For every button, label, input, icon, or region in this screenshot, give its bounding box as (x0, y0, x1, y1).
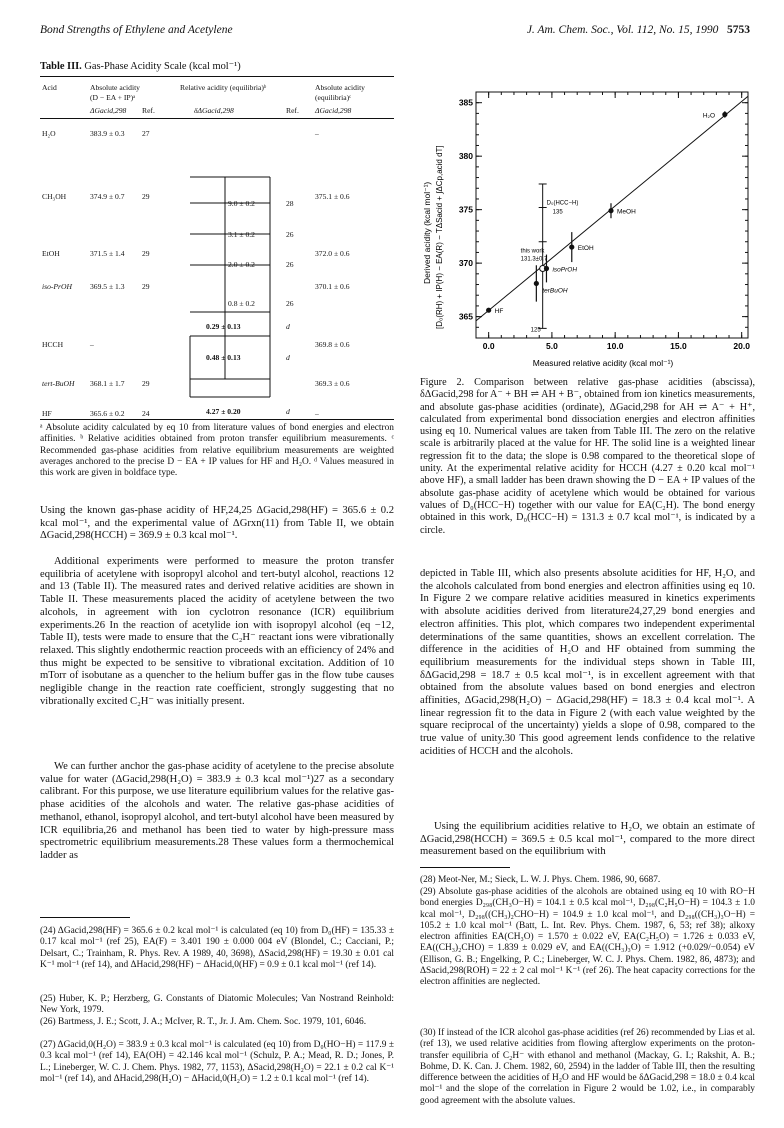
annotation-125: 125 (530, 327, 541, 334)
table-cell-acid: EtOH (42, 249, 60, 258)
table-cell-abs2: 370.1 ± 0.6 (315, 282, 350, 291)
table-cell-abs2: 369.8 ± 0.6 (315, 340, 350, 349)
left-paragraph-2: Additional experiments were performed to measure the proton transfer equilibria of acetylene with isopropyl alcohol and tert-butyl alcohol, reactions 12 and 13 (Table II). The measured rates and derived relative acidities are shown in Table II. These measurements placed the acidity of acetylene between the two alcohols, in agreement with ion cyclotron resonance (ICR) equilibrium experiments.26 In the reaction of acetylide ion with isopropyl alcohol (eq −12, Table II), tests were made to ensure that the C₂H⁻ reactant ions were vibrationally relaxed. This slightly endothermic reaction proceeds with an efficiency of 24% and thus might be expected to be sensitive to vibrational excitation. Addition of 10 mTorr of isobutane as a quencher to the helium buffer gas in the flow tube causes negligible change in the reaction rate coefficient, strongly suggesting that no vibrationally excited C₂H⁻ was initially present. (40, 556, 394, 707)
figure-caption: Figure 2. Comparison between relative gas-phase acidities (abscissa), δΔGacid,298 for A⁻ + BH ⇌ AH + B⁻, obtained from ion kinetics measurements, and absolute gas-phase acidities (ordinate), ΔGacid,298 for AH ⇌ A⁻ + H⁺, calculated from experimental bond dissociation energies and electron affinities using eq 10. Numerical values are taken from Table III. The zero on the relative scale is arbitrarily placed at the value for HF. The solid line is a weighted linear regression fit to the data; the slope is 0.98 compared to the theoretical slope of unity. At the experimental relative acidity for HCCH (4.27 ± 0.20 kcal mol⁻¹ above HF), a small ladder has been drawn showing the D − EA + IP values of the absolute gas-phase acidity of acetylene which would be obtained for various values of D₀(HCC−H) together with our value for EA(C₂H). The bond energy obtained in this work, D₀(HCC−H) = 131.3 ± 0.7 kcal mol⁻¹, is indicated by a circle. (420, 377, 755, 536)
footnote-30: (30) If instead of the ICR alcohol gas-phase acidities (ref 26) recommended by Lias et al. (ref 13), we used relative acidities from flowing afterglow experiments on the proton-transfer equilibria of C₂H⁻ with ethanol and methanol (Mackay, G. I.; Rakshit, A. B.; Bohme, D. K. Can. J. Chem. 1982, 60, 2594) in the ladder of Table III, then the resulting difference between the acidities of H₂O and HF would be δΔGacid,298 = 18.0 ± 0.4 kcal mol⁻¹ and the slope of the correlation in Figure 2 would be 1.02, i.e., in comparably good agreement with the absolute values. (420, 1028, 755, 1106)
right-paragraph-2: Using the equilibrium acidities relative to H₂O, we obtain an estimate of ΔGacid,298(HCCH) = 369.5 ± 0.5 kcal mol⁻¹, compared to the more direct measurement based on the equilibrium with (420, 821, 755, 858)
y-tick-label: 380 (458, 151, 473, 162)
x-tick-label: 5.0 (545, 341, 558, 351)
right-paragraph-1: depicted in Table III, which also presents absolute acidities for HF, H₂O, and the alcohols calculated from bond energies and electron affinities using eq 10. In Figure 2 we compare relative acidities measured in kinetics experiments with absolute acidities derived from literature24,27,29 bond energies and electron affinities. This plot, which compares two independent experimental determinations of the same quantities, shows an excellent correlation. The difference in the acidities of H₂O and HF obtained from summing the equilibrium measurements for the individual steps shown in Table III, δΔGacid,298 = 18.7 ± 0.5 kcal mol⁻¹, is in excellent agreement with that obtained from the absolute values based on bond energies and electron affinities, ΔGacid,298(H₂O) − ΔGacid,298(HF) = 18.3 ± 0.4 kcal mol⁻¹. A linear regression fit to the data in Figure 2 (with each value weighted by the square reciprocal of the uncertainty) yields a slope of 0.98, compared to the true value of unity.30 This good agreement lends confidence to the relative acidities of HCCH and the alcohols. (420, 568, 755, 757)
table-cell-ref: 29 (142, 282, 150, 291)
relative-value: 0.8 ± 0.2 (228, 299, 255, 308)
col-ref: Ref. (142, 106, 155, 115)
table-label: Table III. (40, 61, 82, 72)
relative-value: 0.48 ± 0.13 (206, 353, 241, 362)
journal-citation: J. Am. Chem. Soc., Vol. 112, No. 15, 1990 (526, 24, 719, 36)
point-label: terBuOH (542, 287, 568, 295)
table-cell-abs: 369.5 ± 1.3 (90, 282, 125, 291)
y-tick-label: 375 (458, 204, 473, 215)
point-label: MeOH (616, 208, 636, 216)
relative-value: 0.29 ± 0.13 (206, 322, 241, 331)
data-point (534, 281, 539, 286)
footnote-rule-right (420, 867, 510, 868)
col-dg2: ΔGacid,298 (315, 106, 352, 115)
table-cell-abs: 365.6 ± 0.2 (90, 409, 125, 418)
relative-ref: 26 (286, 299, 294, 308)
footnote-rule-left (40, 917, 130, 918)
table-cell-abs2: – (315, 409, 319, 418)
y-tick-label: 385 (458, 97, 473, 108)
annotation-131: 131.3±0.7 (520, 256, 548, 263)
table-cell-acid: H₂O (42, 129, 56, 138)
figure-2 (418, 84, 758, 374)
annotation-135: 135 (552, 209, 563, 216)
relative-ref: 26 (286, 260, 294, 269)
table-cell-abs: – (90, 340, 94, 349)
left-paragraph-3: We can further anchor the gas-phase acidity of acetylene to the precise absolute value for water (ΔGacid,298(H₂O) = 383.9 ± 0.3 kcal mol⁻¹)27 as a secondary calibrant. For this purpose, we use literature equilibrium values for the relative gas-phase acidities of the alcohols and water. The relative gas-phase acidities of methanol, ethanol, isopropyl alcohol, and tert-butyl alcohol have been measured by ICR equilibria,26 and methanol has been tied to water by high-pressure mass spectrometric equilibrium measurements.28 These values form a thermochemical ladder as (40, 761, 394, 861)
footnote-24: (24) ΔGacid,298(HF) = 365.6 ± 0.2 kcal mol⁻¹ is calculated (eq 10) from D₀(HF) = 135.33 ± 0.17 kcal mol⁻¹ (ref 25), EA(F) = 3.401 190 ± 0.000 004 eV (Blondel, C.; Cacciani, P.; Delsart, C.; Trainham, R. Phys. Rev. A 1989, 40, 3698), ΔSacid,298(HF) = 19.30 ± 0.01 cal K⁻¹ mol⁻¹ (ref 14), and ΔHacid,298(HF) − ΔHacid,0(HF) = 0.9 ± 0.1 kcal mol⁻¹ (ref 14). (40, 926, 394, 970)
point-label: HF (494, 308, 504, 316)
running-header-right (527, 24, 750, 36)
col-absolute2-sub: (equilibria)ᶜ (315, 93, 352, 102)
annotation-d0: D₀(HCC−H) (546, 200, 579, 207)
relative-ref: 28 (286, 199, 294, 208)
point-label: H₂O (702, 112, 716, 120)
relative-ref: d (286, 353, 290, 362)
table-cell-abs: 371.5 ± 1.4 (90, 249, 125, 258)
y-tick-label: 370 (458, 258, 473, 269)
col-ref2: Ref. (286, 106, 299, 115)
table-cell-acid: iso-PrOH (42, 282, 72, 291)
footnote-26: (26) Bartmess, J. E.; Scott, J. A.; McIver, R. T., Jr. J. Am. Chem. Soc. 1979, 101, 6046. (40, 1017, 367, 1027)
footnote-28: (28) Meot-Ner, M.; Sieck, L. W. J. Phys. Chem. 1986, 90, 6687. (420, 875, 661, 885)
x-tick-label: 10.0 (606, 341, 624, 351)
col-ddg: δΔGacid,298 (194, 106, 234, 115)
footnote-29: (29) Absolute gas-phase acidities of the alcohols are obtained using eq 10 with RO−H bond energies D₂₉₈(CH₃O−H) = 104.1 ± 0.5 kcal mol⁻¹, D₂₉₈(C₂H₅O−H) = 104.3 ± 1.0 kcal mol⁻¹, D₂₉₈((CH₃)₂CHO−H) = 104.9 ± 1.0 kcal mol⁻¹, and D₂₉₈((CH₃)₃O−H) = 105.2 ± 1.0 kcal mol⁻¹ (Batt, L. Int. Rev. Phys. Chem. 1987, 6, 53; ref 38); alkoxy electron affinities EA(CH₃O) = 1.570 ± 0.022 eV, EA(C₂H₅O) = 1.726 ± 0.033 eV, EA((CH₃)₂CHO) = 1.839 ± 0.029 eV, and EA((CH₃)₃O) = 1.912 (+0.029/−0.054) eV (Ellison, G. B.; Engelking, P. C.; Lineberger, W. C. J. Phys. Chem. 1982, 86, 4873); and ΔSacid,298(ROH) = 22 ± 2 cal mol⁻¹ K⁻¹ (ref 26). The heat capacity corrections for the electron affinities are neglected. (420, 887, 755, 988)
page-number: 5753 (727, 24, 750, 36)
plot-frame (476, 92, 748, 338)
col-acid: Acid (42, 83, 57, 92)
data-point (722, 112, 727, 117)
x-tick-label: 20.0 (733, 341, 750, 351)
relative-value: 9.0 ± 0.2 (228, 199, 255, 208)
y-tick-label: 365 (458, 311, 473, 322)
table-caption: Gas-Phase Acidity Scale (kcal mol⁻¹) (84, 61, 241, 72)
relative-ref: 26 (286, 230, 294, 239)
table-cell-ref: 29 (142, 192, 150, 201)
footnote-27: (27) ΔGacid,0(H₂O) = 383.9 ± 0.3 kcal mol⁻¹ is calculated (eq 10) from D₀(HO−H) = 117.9 ± 0.3 kcal mol⁻¹ (ref 14), EA(OH) = 42.146 kcal mol⁻¹ (Schulz, P. A.; Mead, R. D.; Jones, P. L.; Lineberger, W. C. J. Chem. Phys. 1982, 77, 1153), ΔSacid,298(H₂O) = 22.1 ± 0.2 cal K⁻¹ mol⁻¹ (ref 14), and ΔHacid,298(H₂O) − ΔHacid,0(H₂O) = 1.2 ± 0.1 kcal mol⁻¹ (ref 14). (40, 1040, 394, 1084)
x-tick-label: 0.0 (482, 341, 495, 351)
x-axis-label: Measured relative acidity (kcal mol⁻¹) (532, 358, 674, 368)
y-axis-label-2: [D₀(RH) + IP(H) − EA(R) − TΔSacid + ∫ΔCp,acid dT] (435, 145, 444, 329)
running-header-left: Bond Strengths of Ethylene and Acetylene (40, 24, 233, 36)
col-absolute-sub: (D − EA + IP)ᵃ (90, 93, 136, 102)
table-title (40, 60, 394, 72)
point-label: isoPrOH (552, 266, 578, 274)
left-paragraph-1: Using the known gas-phase acidity of HF,24,25 ΔGacid,298(HF) = 365.6 ± 0.2 kcal mol⁻¹, and the experimental value of ΔGrxn(11) from Table II, we obtain ΔGacid,298(HCCH) = 369.9 ± 0.3 kcal mol⁻¹. (40, 505, 394, 542)
data-point (486, 308, 491, 313)
table-cell-acid: tert-BuOH (42, 379, 75, 388)
annotation-this-work: this work (520, 248, 545, 255)
data-point (569, 244, 574, 249)
table-cell-acid: HCCH (42, 340, 64, 349)
col-relative: Relative acidity (equilibria)ᵇ (180, 83, 267, 92)
table-cell-ref: 24 (142, 409, 150, 418)
acidity-table (40, 76, 394, 420)
table-cell-abs: 368.1 ± 1.7 (90, 379, 125, 388)
table-cell-abs2: 372.0 ± 0.6 (315, 249, 350, 258)
table-cell-acid: CH₃OH (42, 192, 67, 201)
table-cell-abs2: 369.3 ± 0.6 (315, 379, 350, 388)
table-cell-acid: HF (42, 409, 52, 418)
col-absolute2: Absolute acidity (315, 83, 365, 92)
table-cell-abs2: 375.1 ± 0.6 (315, 192, 350, 201)
table-cell-ref: 27 (142, 129, 150, 138)
x-tick-label: 15.0 (670, 341, 687, 351)
figure-2-plot (418, 84, 758, 374)
table-footnote: ᵃ Absolute acidity calculated by eq 10 from literature values of bond energies and electron affinities. ᵇ Relative acidities obtained from proton transfer equilibrium measurements. ᶜ Recommended gas-phase acidities from relative equilibrium measurements are weighted averages anchored to the precise D − EA + IP values for HF and H₂O. ᵈ Values measured in this work are given in boldface type. (40, 423, 394, 479)
table-cell-ref: 29 (142, 379, 150, 388)
relative-ref: d (286, 322, 290, 331)
table-cell-abs2: – (315, 129, 319, 138)
data-point (608, 208, 613, 213)
footnote-25: (25) Huber, K. P.; Herzberg, G. Constants of Diatomic Molecules; Van Nostrand Reinhold: New York, 1979. (40, 994, 394, 1016)
table-cell-abs: 383.9 ± 0.3 (90, 129, 125, 138)
data-point (544, 266, 549, 271)
relative-value: 4.27 ± 0.20 (206, 407, 241, 416)
col-dg: ΔGacid,298 (90, 106, 127, 115)
table-ladder-lines (40, 77, 394, 419)
table-cell-ref: 29 (142, 249, 150, 258)
relative-ref: d (286, 407, 290, 416)
relative-value: 2.0 ± 0.2 (228, 260, 255, 269)
relative-value: 3.1 ± 0.2 (228, 230, 255, 239)
point-label: EtOH (577, 245, 594, 253)
table-cell-abs: 374.9 ± 0.7 (90, 192, 125, 201)
y-axis-label: Derived acidity (kcal mol⁻¹) (422, 181, 432, 284)
col-absolute: Absolute acidity (90, 83, 140, 92)
